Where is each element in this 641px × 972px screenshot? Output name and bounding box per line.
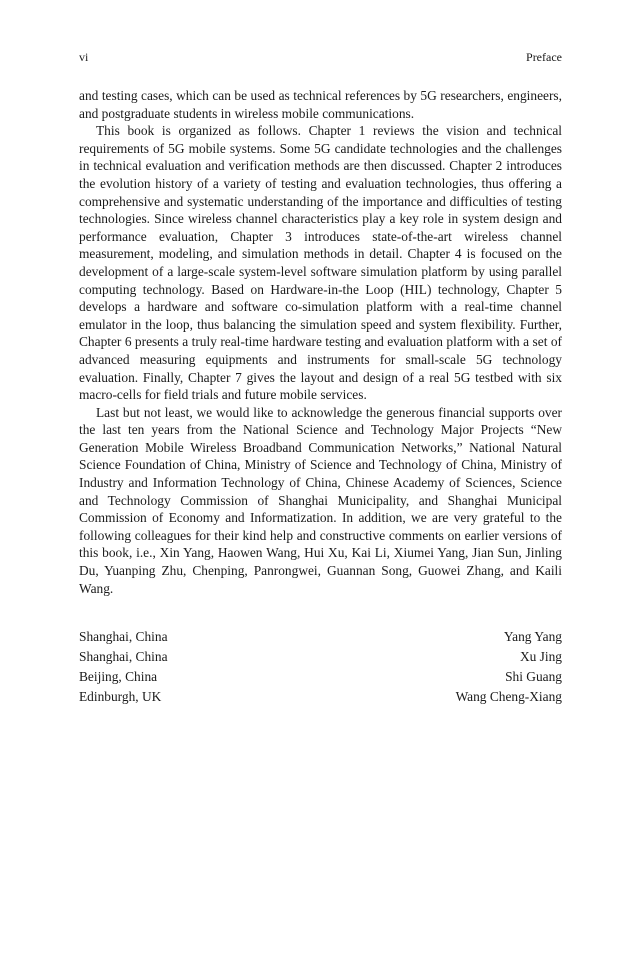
signature-place: Shanghai, China [79,649,168,664]
signature-row [79,687,562,707]
signature-row [79,647,562,667]
signature-row [79,667,562,687]
running-head [79,50,562,65]
paragraph-acknowledgements: Last but not least, we would like to acknowledge the generous financial supports over the last ten years from the National Science and Technology Major Projects “New Generation Mobile Wireless Broadband Communication Networks,” National Natural Science Foundation of China, Ministry of Science and Technology of China, Ministry of Industry and Information Technology of China, Chinese Academy of Sciences, Science and Technology Commission of Shanghai Municipality, and Shanghai Municipal Commission of Economy and Informatization. In addition, we are very grateful to the following colleagues for their kind help and constructive comments on earlier versions of this book, i.e., Xin Yang, Haowen Wang, Hui Xu, Kai Li, Xiumei Yang, Jian Sun, Jinling Du, Yuanping Zhu, Chenping, Panrongwei, Guannan Song, Guowei Zhang, and Kaili Wang. [79,404,562,596]
signature-row [79,627,562,647]
section-title: Preface [526,50,562,64]
signature-place: Shanghai, China [79,629,168,644]
preface-body [79,87,562,597]
signature-name: Shi Guang [505,669,562,684]
signature-block [79,627,562,707]
signature-name: Yang Yang [503,629,562,644]
signature-name: Wang Cheng-Xiang [455,689,562,704]
paragraph-organization: This book is organized as follows. Chapter 1 reviews the vision and technical requirements of 5G mobile systems. Some 5G candidate technologies and the challenges in technical evaluation and verification methods are then discussed. Chapter 2 introduces the evolution history of a variety of testing and evaluation technologies, thus offering a comprehensive and systematic understanding of the importance and difficulties of testing technologies. Since wireless channel characteristics play a key role in system design and performance evaluation, Chapter 3 introduces state-of-the-art wireless channel measurement, modeling, and simulation methods in detail. Chapter 4 is focused on the development of a large-scale system-level software simulation platform by using parallel computing technology. Based on Hardware-in-the Loop (HIL) technology, Chapter 5 develops a hardware and software co-simulation platform with a real-time channel emulator in the loop, thus balancing the simulation speed and system flexibility. Further, Chapter 6 presents a truly real-time hardware testing and evaluation platform with a set of advanced measuring equipments and instruments for small-scale 5G technology evaluation. Finally, Chapter 7 gives the layout and design of a real 5G testbed with six macro-cells for field trials and future mobile services. [79,123,562,403]
paragraph-continuation: and testing cases, which can be used as technical references by 5G researchers, engineers, and postgraduate students in wireless mobile communications. [79,88,562,121]
signature-place: Edinburgh, UK [79,689,162,704]
signature-place: Beijing, China [79,669,158,684]
signature-name: Xu Jing [519,649,562,664]
page-number: vi [79,50,89,64]
